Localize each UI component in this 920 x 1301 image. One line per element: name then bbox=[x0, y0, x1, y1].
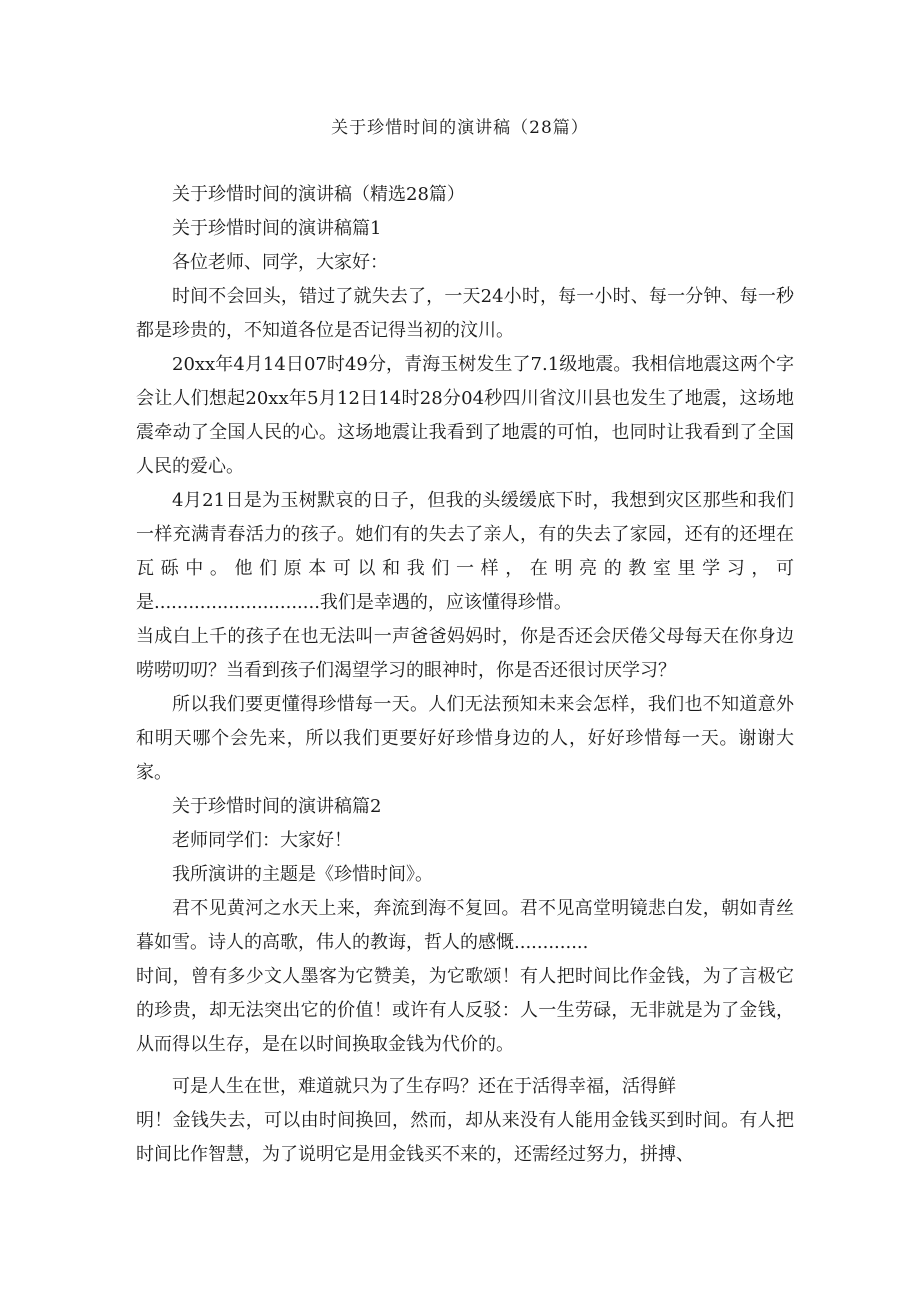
paragraph: 4月21日是为玉树默哀的日子，但我的头缓缓底下时，我想到灾区那些和我们一样充满青春活力的孩子。她们有的失去了亲人，有的失去了家园，还有的还埋在瓦砾中。他们原本可以和我们一样，在明亮的教室里学习，可是.............................我们是幸遇的，应该懂得珍惜。 bbox=[136, 490, 794, 613]
paragraph: 时间不会回头，错过了就失去了，一天24小时，每一小时、每一分钟、每一秒都是珍贵的，不知道各位是否记得当初的汶川。 bbox=[136, 286, 794, 341]
document-body bbox=[136, 178, 794, 1172]
subtitle: 关于珍惜时间的演讲稿（精选28篇） bbox=[172, 184, 465, 205]
paragraph: 君不见黄河之水天上来，奔流到海不复回。君不见高堂明镜悲白发，朝如青丝暮如雪。诗人的高歌，伟人的教诲，哲人的感慨............. bbox=[136, 898, 794, 953]
paragraph: 当成白上千的孩子在也无法叫一声爸爸妈妈时，你是否还会厌倦父母每天在你身边唠唠叨叨？当看到孩子们渴望学习的眼神时，你是否还很讨厌学习？ bbox=[136, 626, 794, 681]
paragraph: 可是人生在世，难道就只为了生存吗？还在于活得幸福，活得鲜 bbox=[172, 1076, 676, 1097]
paragraph: 时间，曾有多少文人墨客为它赞美，为它歌颂！有人把时间比作金钱，为了言极它的珍贵，却无法突出它的价值！或许有人反驳：人一生劳碌，无非就是为了金钱，从而得以生存，是在以时间换取金钱为代价的。 bbox=[136, 966, 794, 1055]
paragraph: 明！金钱失去，可以由时间换回，然而，却从来没有人能用金钱买到时间。有人把时间比作智慧，为了说明它是用金钱买不来的，还需经过努力，拼搏、 bbox=[136, 1110, 794, 1165]
paragraph: 20xx年4月14日07时49分，青海玉树发生了7.1级地震。我相信地震这两个字会让人们想起20xx年5月12日14时28分04秒四川省汶川县也发生了地震，这场地震牵动了全国人民的心。这场地震让我看到了地震的可怕，也同时让我看到了全国人民的爱心。 bbox=[136, 354, 794, 477]
section-heading-1: 关于珍惜时间的演讲稿篇1 bbox=[172, 218, 382, 239]
document-title: 关于珍惜时间的演讲稿（28篇） bbox=[331, 118, 589, 138]
greeting-1: 各位老师、同学，大家好： bbox=[172, 252, 388, 273]
greeting-2: 老师同学们：大家好！ bbox=[172, 830, 352, 851]
paragraph: 我所演讲的主题是《珍惜时间》。 bbox=[172, 864, 433, 885]
section-heading-2: 关于珍惜时间的演讲稿篇2 bbox=[172, 796, 382, 817]
paragraph-gap bbox=[136, 1062, 794, 1070]
paragraph: 所以我们要更懂得珍惜每一天。人们无法预知未来会怎样，我们也不知道意外和明天哪个会先来，所以我们更要好好珍惜身边的人，好好珍惜每一天。谢谢大家。 bbox=[136, 694, 794, 783]
